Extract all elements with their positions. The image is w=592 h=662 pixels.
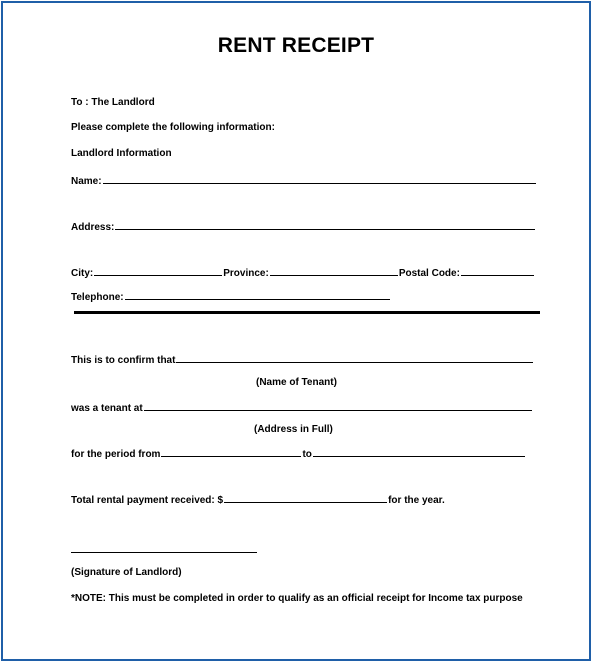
payment-suffix: for the year. [388,495,445,506]
province-field[interactable] [270,266,398,276]
city-field[interactable] [94,266,222,276]
telephone-label: Telephone: [71,292,124,303]
address-row [71,220,536,234]
document-title: RENT RECEIPT [217,34,375,57]
payment-label: Total rental payment received: $ [71,495,224,506]
landlord-info-heading: Landlord Information [71,148,172,159]
tenant-at-row [71,401,533,415]
tax-note: *NOTE: This must be completed in order to qualify as an official receipt for Income tax purpose [71,593,523,604]
signature-caption: (Signature of Landlord) [71,567,182,578]
to-landlord: To : The Landlord [71,97,155,108]
period-row [71,447,526,461]
payment-row [71,493,445,507]
province-label: Province: [223,268,269,279]
telephone-field[interactable] [125,290,390,300]
postal-code-label: Postal Code: [398,268,460,279]
name-field[interactable] [103,174,536,184]
signature-field[interactable] [71,543,257,553]
confirm-row [71,353,534,367]
name-label: Name: [71,176,102,187]
tenant-name-field[interactable] [176,353,533,363]
tenant-address-field[interactable] [144,401,532,411]
section-divider [74,311,540,314]
address-caption: (Address in Full) [254,424,333,435]
confirm-label: This is to confirm that [71,355,176,366]
city-label: City: [71,268,94,279]
instruction-text: Please complete the following information: [71,122,275,133]
name-row [71,174,537,188]
postal-code-field[interactable] [461,266,534,276]
address-label: Address: [71,222,115,233]
tenant-caption: (Name of Tenant) [256,377,337,388]
period-to-field[interactable] [313,447,525,457]
payment-amount-field[interactable] [224,493,387,503]
telephone-row [71,290,391,304]
city-row [71,266,535,280]
period-from-label: for the period from [71,449,161,460]
address-field[interactable] [115,220,535,230]
period-from-field[interactable] [161,447,301,457]
tenant-at-label: was a tenant at [71,403,143,414]
period-to-label: to [302,449,312,460]
signature-row [71,543,258,557]
